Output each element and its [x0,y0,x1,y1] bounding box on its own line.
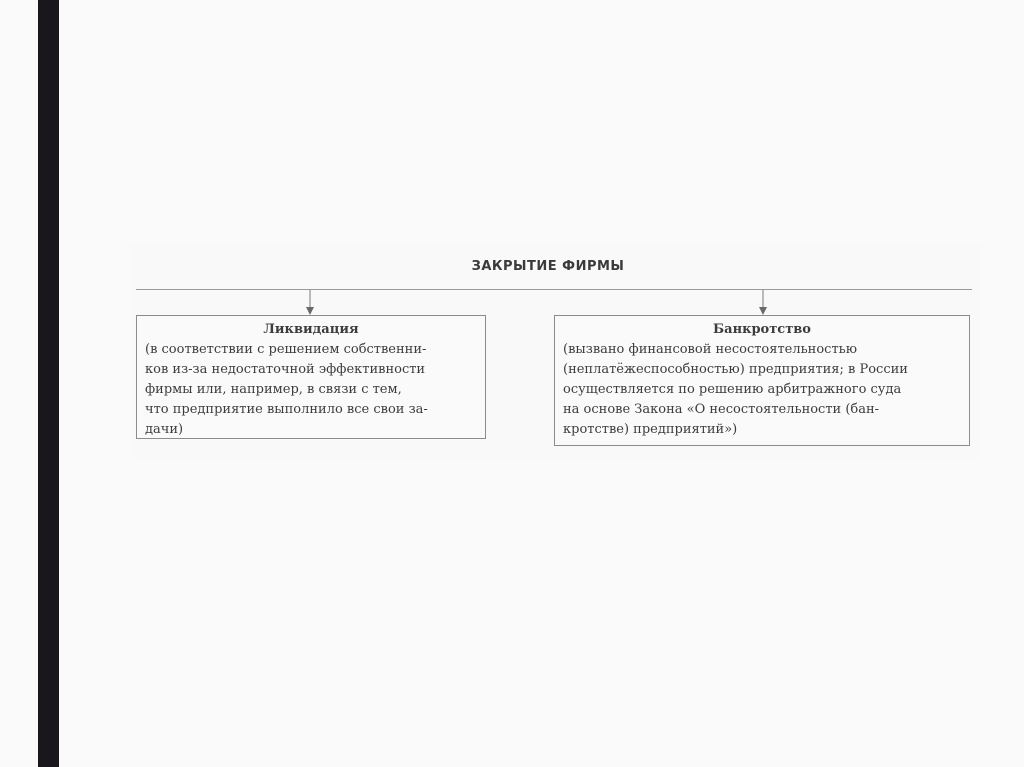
liquidation-box [136,315,486,439]
bankruptcy-heading: Банкротство [713,322,811,337]
bankruptcy-description: (вызвано финансовой несостоятельностью (неплатёжеспособностью) предприятия; в России осуществляется по решению арбитражного суда на основе Закона «О несостоятельности (бан- кротстве) предприятий») [563,342,908,437]
left-edge-bar [38,0,59,767]
connector-line [136,289,972,290]
arrow-down-icon [757,290,769,316]
arrow-down-icon [304,290,316,316]
liquidation-heading: Ликвидация [263,322,359,337]
bankruptcy-box [554,315,970,446]
liquidation-description: (в соответствии с решением собственни- ков из-за недостаточной эффективности фирмы или, например, в связи с тем, что предприятие выполнило все свои за- дачи) [145,342,428,437]
scanned-diagram [130,243,982,458]
diagram-title: ЗАКРЫТИЕ ФИРМЫ [471,259,625,274]
